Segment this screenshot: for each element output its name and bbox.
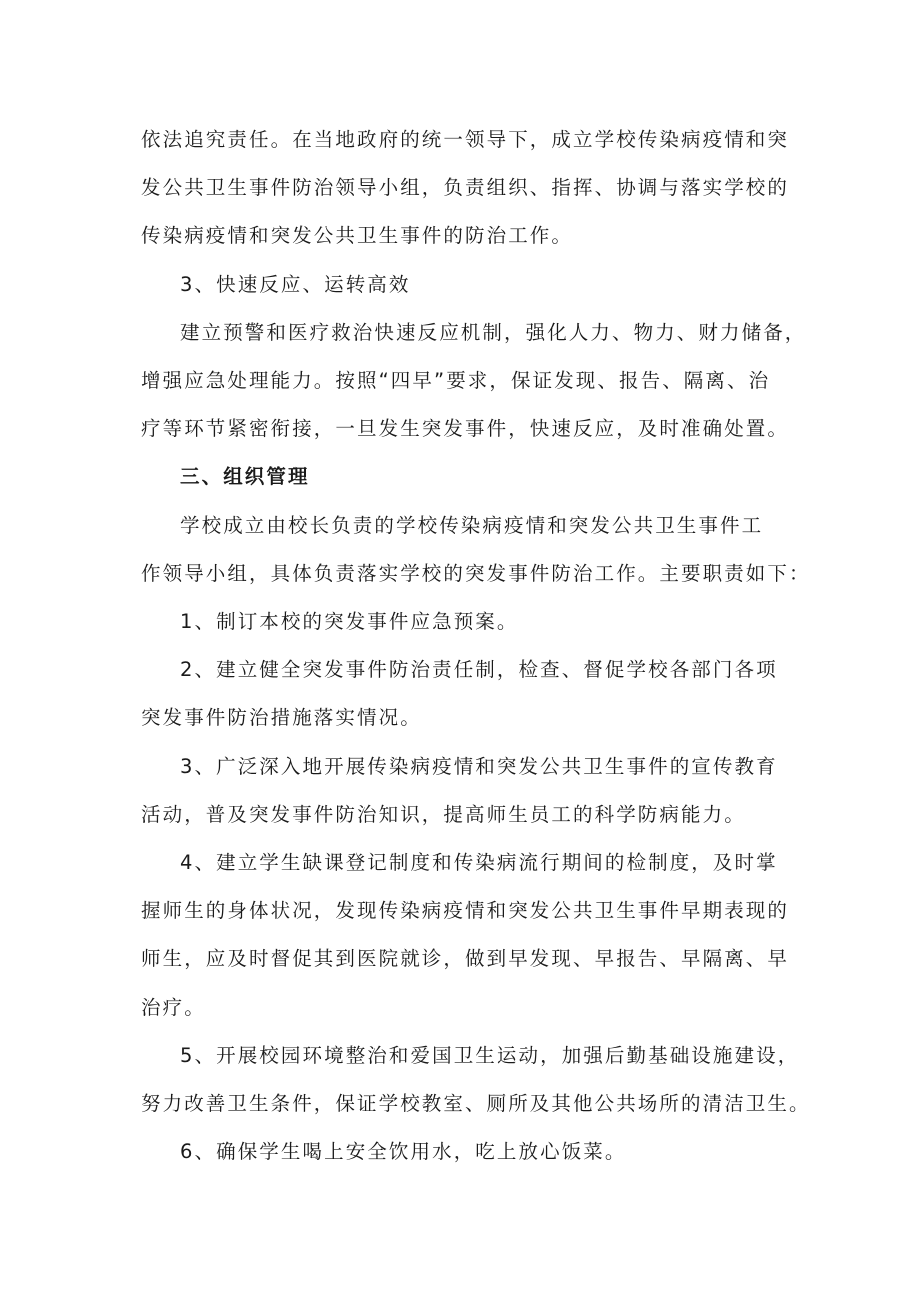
text-line: 疗等环节紧密衔接，一旦发生突发事件，快速反应，及时准确处置。	[141, 417, 790, 441]
text-line: 传染病疫情和突发公共卫生事件的防治工作。	[141, 224, 574, 248]
section-heading	[141, 453, 787, 501]
text-line: 突发事件防治措施落实情况。	[141, 706, 422, 730]
paragraph	[141, 743, 787, 839]
paragraph	[141, 839, 790, 1032]
text-line: 学校成立由校长负责的学校传染病疫情和突发公共卫生事件工	[180, 513, 764, 537]
text-line: 3、快速反应、运转高效	[180, 272, 411, 296]
paragraph	[141, 1032, 811, 1128]
text-line: 活动，普及突发事件防治知识，提高师生员工的科学防病能力。	[141, 802, 746, 826]
document-body	[141, 116, 811, 1176]
paragraph	[141, 309, 807, 454]
text-line: 握师生的身体状况，发现传染病疫情和突发公共卫生事件早期表现的	[141, 899, 790, 923]
paragraph	[141, 116, 790, 261]
text-line: 师生，应及时督促其到医院就诊，做到早发现、早报告、早隔离、早	[141, 947, 790, 971]
text-line: 4、建立学生缺课登记制度和传染病流行期间的检制度，及时掌	[180, 851, 778, 875]
text-line: 治疗。	[141, 995, 206, 1019]
text-line: 6、确保学生喝上安全饮用水，吃上放心饭菜。	[180, 1140, 627, 1164]
subsection-heading	[141, 261, 787, 309]
text-line: 1、制订本校的突发事件应急预案。	[180, 610, 519, 634]
paragraph	[141, 598, 787, 646]
text-line: 3、广泛深入地开展传染病疫情和突发公共卫生事件的宣传教育	[180, 754, 778, 778]
text-line: 增强应急处理能力。按照“四早”要求，保证发现、报告、隔离、治	[141, 369, 771, 393]
text-line: 2、建立健全突发事件防治责任制，检查、督促学校各部门各项	[180, 658, 778, 682]
text-line: 建立预警和医疗救治快速反应机制，强化人力、物力、财力储备，	[180, 320, 807, 344]
paragraph	[141, 502, 811, 598]
paragraph	[141, 1128, 787, 1176]
text-line: 依法追究责任。在当地政府的统一领导下，成立学校传染病疫情和突	[141, 128, 790, 151]
paragraph	[141, 646, 787, 742]
text-line: 发公共卫生事件防治领导小组，负责组织、指挥、协调与落实学校的	[141, 176, 790, 200]
text-line: 三、组织管理	[180, 465, 310, 489]
text-line: 努力改善卫生条件，保证学校教室、厕所及其他公共场所的清洁卫生。	[141, 1092, 811, 1116]
text-line: 5、开展校园环境整治和爱国卫生运动，加强后勤基础设施建设，	[180, 1043, 800, 1067]
text-line: 作领导小组，具体负责落实学校的突发事件防治工作。主要职责如下：	[141, 561, 811, 585]
